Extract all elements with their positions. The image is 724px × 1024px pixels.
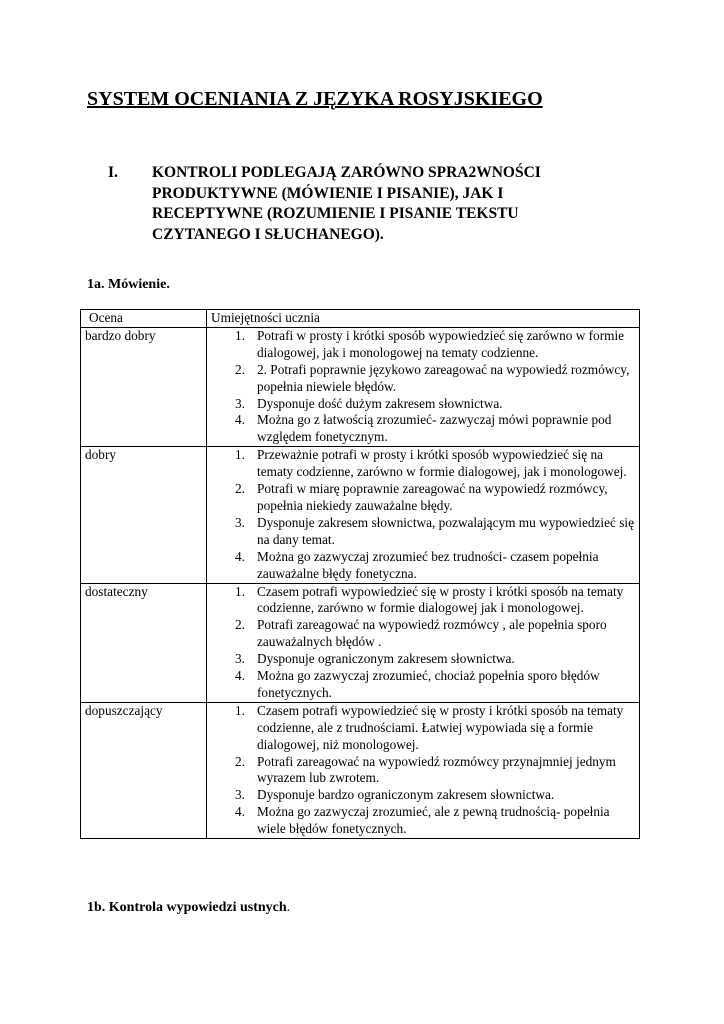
- list-item: Potrafi w prosty i krótki sposób wypowiedzieć się zarówno w formie dialogowej, jak i monologowej na tematy codzienne.: [257, 327, 625, 360]
- subsection-heading-1a: 1a. Mówienie.: [87, 277, 170, 292]
- subsection-heading-1b: [87, 899, 290, 917]
- list-item: Dysponuje dość dużym zakresem słownictwa.: [257, 395, 503, 411]
- list-item: Czasem potrafi wypowiedzieć się w prosty i krótki sposób na tematy codzienne, ale z trudnościami. Łatwiej wypowiada się a formie dialogowej, niż monologowej.: [257, 702, 624, 752]
- list-item: Potrafi zareagować na wypowiedź rozmówcy przynajmniej jednym wyrazem lub zwrotem.: [257, 753, 616, 786]
- skills-cell: [207, 327, 640, 446]
- list-item: Dysponuje zakresem słownictwa, pozwalającym mu wypowiedzieć się na dany temat.: [257, 514, 634, 547]
- grade-cell: dostateczny: [81, 583, 207, 702]
- list-item: Dysponuje ograniczonym zakresem słownictwa.: [257, 651, 515, 667]
- grading-table: [80, 309, 640, 839]
- list-item: Czasem potrafi wypowiedzieć się w prosty i krótki sposób na tematy codzienne, zarówno w formie dialogowej jak i monologowej.: [257, 583, 624, 616]
- skills-list: [211, 703, 635, 838]
- skills-list: [211, 447, 635, 582]
- skills-list: [211, 584, 635, 702]
- section-number: I.: [108, 164, 118, 181]
- list-item: Potrafi w miarę poprawnie zareagować na wypowiedź rozmówcy, popełnia niekiedy zauważalne błędy.: [257, 481, 608, 513]
- skills-cell: [207, 702, 640, 838]
- document-title: SYSTEM OCENIANIA Z JĘZYKA ROSYJSKIEGO: [87, 88, 543, 110]
- table-row: [81, 583, 640, 702]
- table-row: [81, 327, 640, 446]
- column-header-grade: Ocena: [81, 310, 207, 328]
- list-item: Przeważnie potrafi w prosty i krótki sposób wypowiedzieć się na tematy codzienne, zarówno w formie dialogowej, jak i monologowej.: [257, 447, 627, 480]
- grade-cell: dobry: [81, 447, 207, 583]
- list-item: Można go zazwyczaj zrozumieć bez trudności- czasem popełnia zauważalne błędy fonetyczna.: [257, 548, 599, 581]
- subsection-1b-period: .: [286, 900, 291, 915]
- grade-cell: dopuszczający: [81, 702, 207, 838]
- list-item: Można go zazwyczaj zrozumieć, chociaż popełnia sporo błędów fonetycznych.: [257, 668, 600, 700]
- list-item: Potrafi zareagować na wypowiedź rozmówcy , ale popełnia sporo zauważalnych błędów .: [257, 617, 607, 650]
- skills-cell: [207, 583, 640, 702]
- section-text: KONTROLI PODLEGAJĄ ZARÓWNO SPRA2WNOŚCI PRODUKTYWNE (MÓWIENIE I PISANIE), JAK I RECEPTYWNE (ROZUMIENIE I PISANIE TEKSTU CZYTANEGO I SŁUCHANEGO).: [152, 164, 541, 243]
- list-item: Dysponuje bardzo ograniczonym zakresem słownictwa.: [257, 787, 555, 803]
- list-item: Można go z łatwością zrozumieć- zazwyczaj mówi poprawnie pod względem fonetycznym.: [257, 412, 612, 445]
- skills-list: [211, 328, 635, 446]
- skills-cell: [207, 447, 640, 583]
- table-header-row: [81, 310, 640, 328]
- table-row: [81, 702, 640, 838]
- list-item: 2. Potrafi poprawnie językowo zareagować na wypowiedź rozmówcy, popełnia niewiele błędów.: [257, 361, 630, 394]
- column-header-skills: Umiejętności ucznia: [207, 310, 640, 328]
- grade-cell: bardzo dobry: [81, 327, 207, 446]
- subsection-1b-label: 1b. Kontrola wypowiedzi ustnych: [87, 900, 287, 915]
- list-item: Można go zazwyczaj zrozumieć, ale z pewną trudnością- popełnia wiele błędów fonetycznych.: [257, 804, 610, 837]
- table-row: [81, 447, 640, 583]
